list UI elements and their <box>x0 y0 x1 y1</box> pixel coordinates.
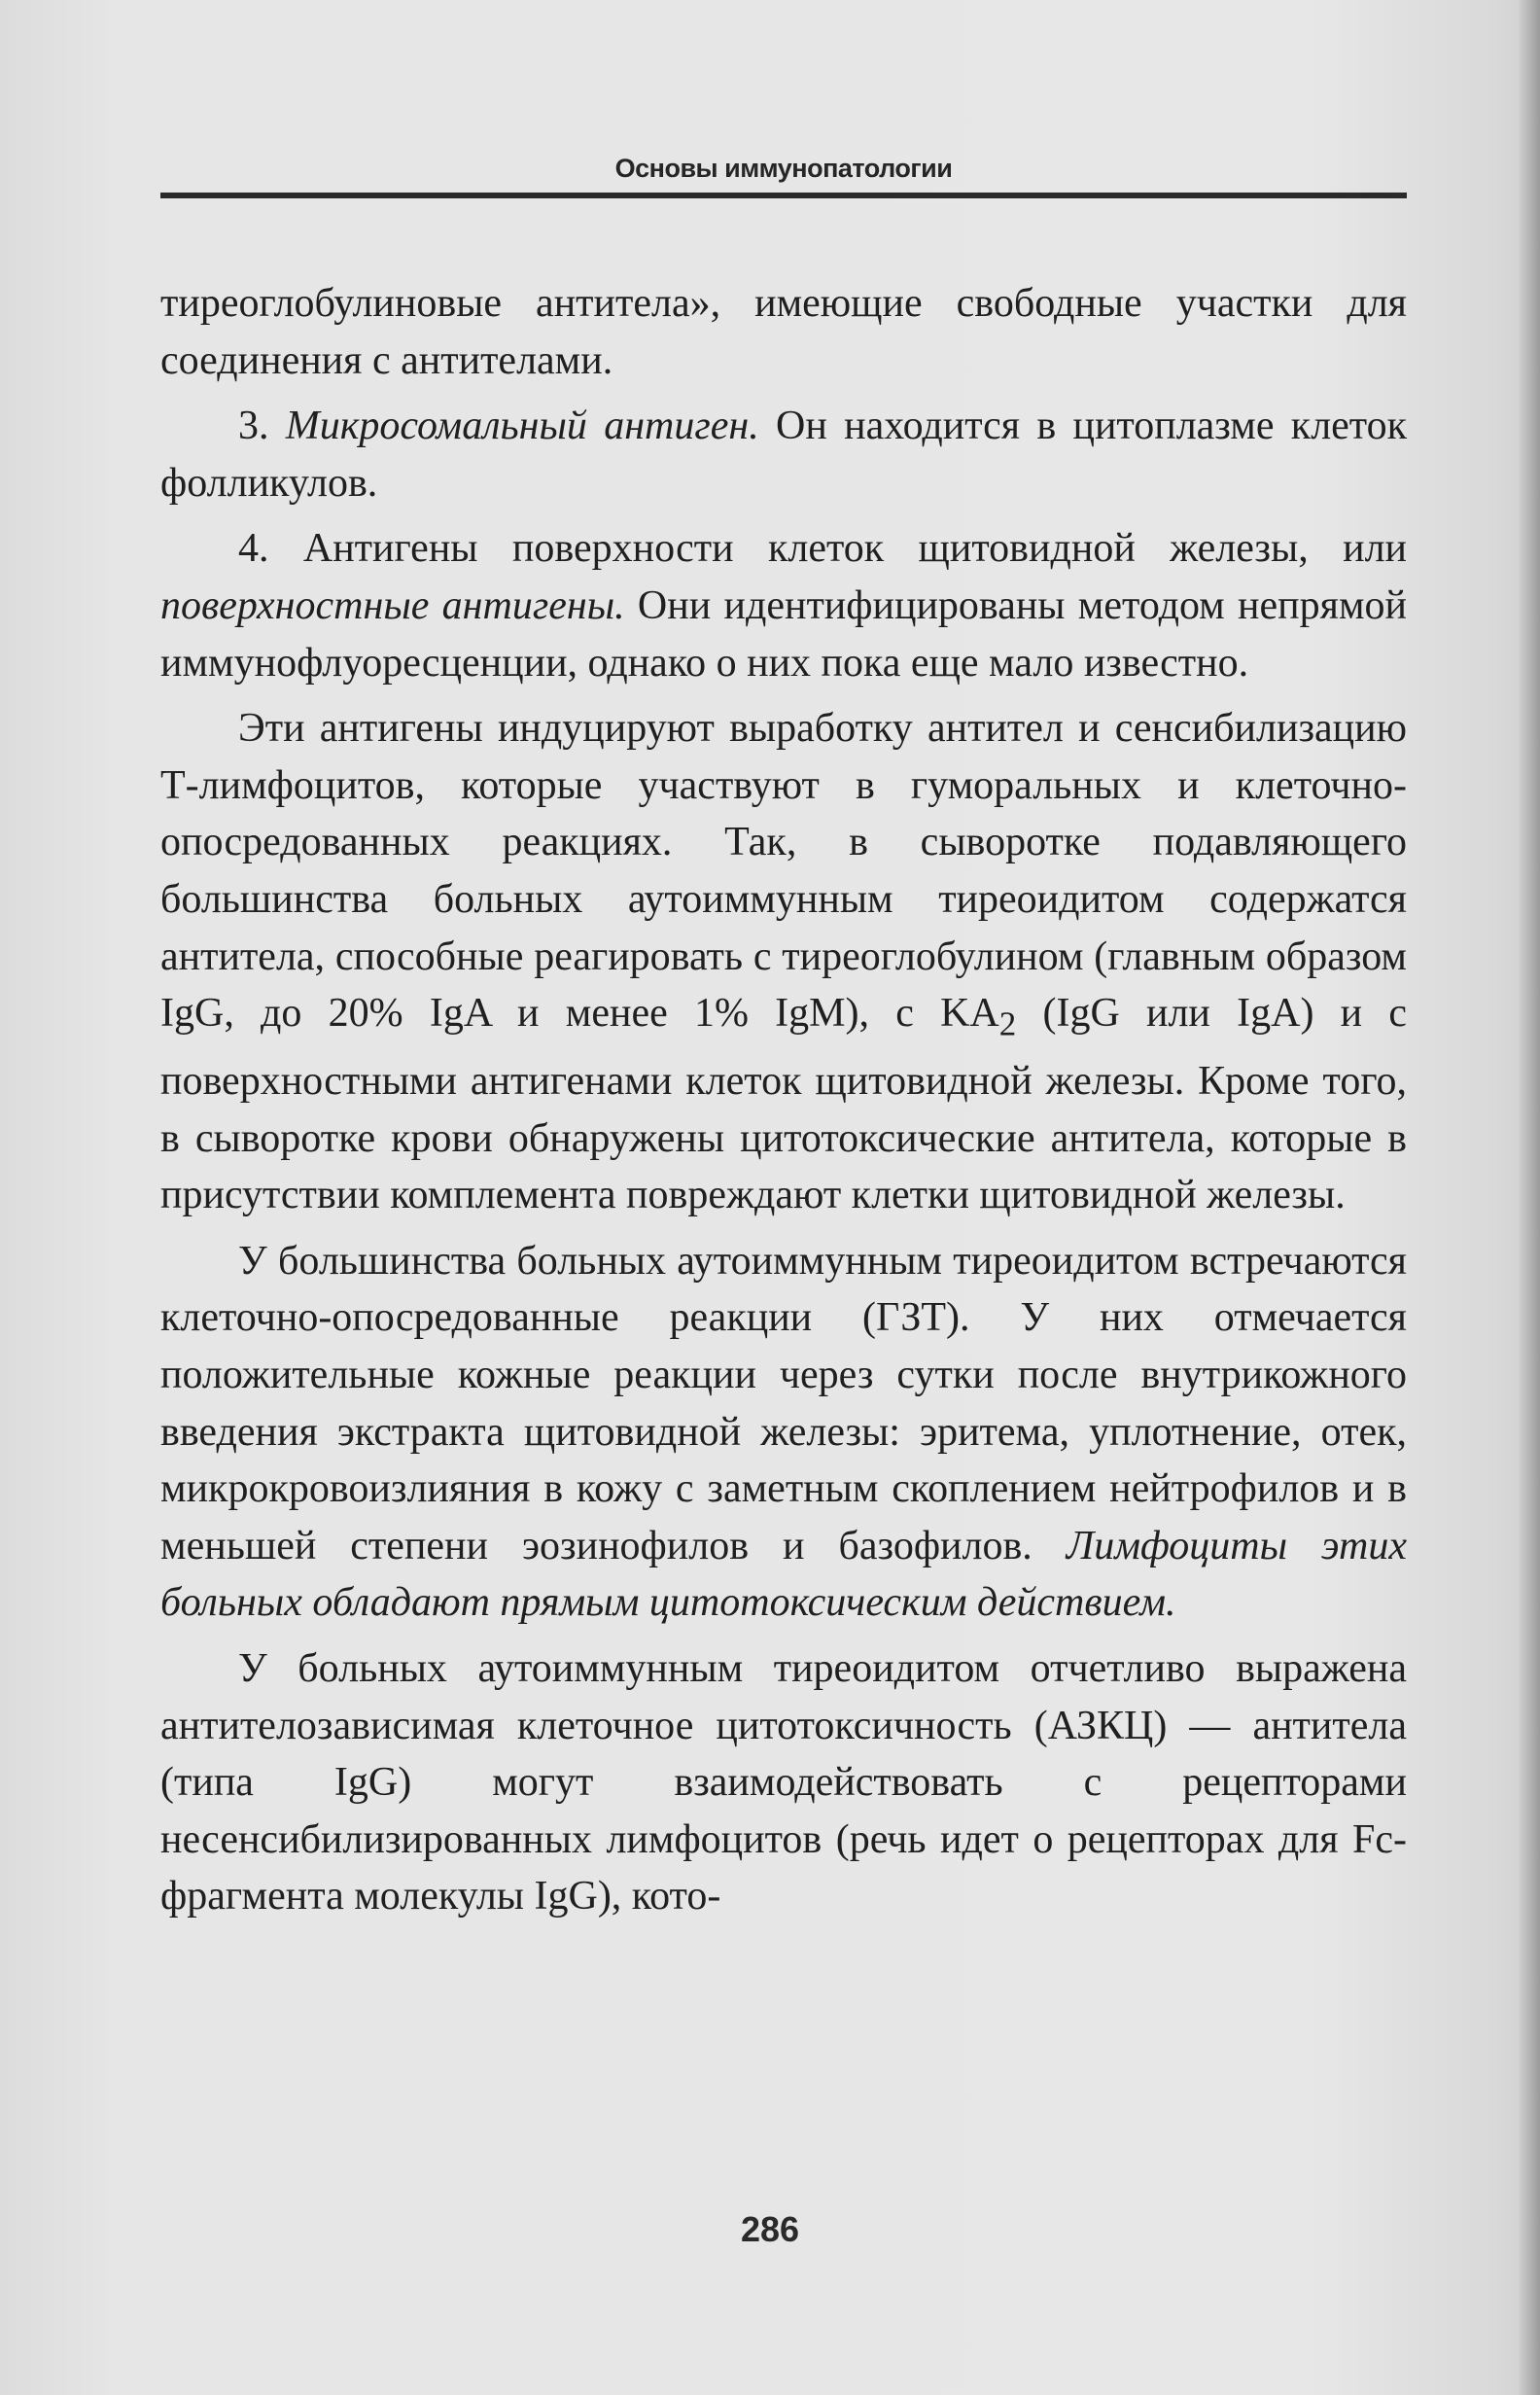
paragraph-text: Они идентифицированы методом непрямой иммунофлуоресценции, однако о них пока еще мало известно. <box>160 582 1407 686</box>
subscript: 2 <box>998 1004 1017 1043</box>
paragraph-text: (IgG или IgA) и с поверхностными антигенами клеток щитовидной железы. Кроме того, в сыворотке крови обнаружены цитотоксические антитела, которые в присутствии комплемента повреждают клетки щитовидной железы. <box>160 991 1407 1218</box>
paragraph-text: Эти антигены индуцируют выработку антител и сенсибилизацию Т-лимфоцитов, которые участвуют в гуморальных и клеточно-опосредованных реакциях. Так, в сыворотке подавляющего большинства больных аутоиммунным тиреоидитом содержатся антитела, способные реагировать с тиреоглобулином (главным образом IgG, до 20% IgA и менее 1% IgM), с KA <box>160 706 1407 1037</box>
italic-term: Микросомальный антиген. <box>285 404 759 449</box>
paragraph-text: тиреоглобулиновые антитела», имеющие свободные участки для соединения с антителами. <box>160 281 1407 383</box>
list-number: 3. <box>238 404 286 449</box>
italic-sentence: Лимфоциты этих больных обладают прямым цитотоксическим действием. <box>160 1523 1407 1626</box>
paragraph-text: Он находится в цитоплазме клеток фолликулов. <box>160 404 1407 506</box>
page-binding-edge <box>1519 0 1540 2395</box>
page-number: 286 <box>740 2209 800 2249</box>
header-rule <box>160 193 1407 198</box>
body-text <box>160 275 1407 1934</box>
paragraph-adcc <box>160 1640 1407 1925</box>
paragraph-antibodies <box>160 700 1407 1224</box>
paragraph-text: У больных аутоиммунным тиреоидитом отчетливо выражена антителозависимая клеточное цитотоксичность (АЗКЦ) — антитела (типа IgG) могут взаимодействовать с рецепторами несенсибилизированных лимфоцитов (речь идет о рецепторах для Fc-фрагмента молекулы IgG), кото- <box>160 1646 1407 1920</box>
paragraph-surface-antigens <box>160 520 1407 691</box>
running-head <box>160 154 1407 198</box>
paragraph-microsomal-antigen <box>160 398 1407 511</box>
paragraph-lead: 4. Антигены поверхности клеток щитовидной железы, или <box>238 526 1407 572</box>
paragraph-text: У большинства больных аутоиммунным тиреоидитом встречаются клеточно-опосредованные реакции (ГЗТ). У них отмечается положительные кожные реакции через сутки после внутрикожного введения экстракта щитовидной железы: эритема, уплотнение, отек, микрокровоизлияния в кожу с заметным скоплением нейтрофилов и в меньшей степени эозинофилов и базофилов. <box>160 1238 1407 1568</box>
paragraph-continuation <box>160 275 1407 389</box>
italic-term: поверхностные антигены. <box>160 582 625 628</box>
paragraph-cell-mediated <box>160 1233 1407 1632</box>
running-title: Основы иммунопатологии <box>614 154 953 183</box>
